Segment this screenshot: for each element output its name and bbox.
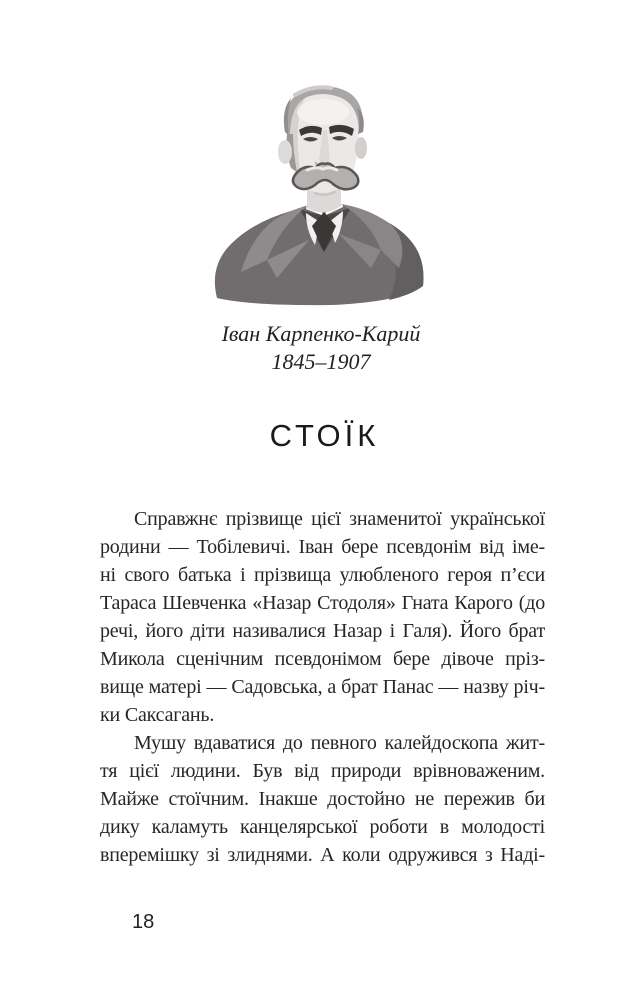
text-line: Майже стоїчним. Інакше достойно не пережив би (100, 788, 545, 810)
text-line: вперемішку зі злиднями. А коли одружився з Наді- (100, 844, 545, 866)
page-number: 18 (132, 911, 155, 933)
portrait-figure (211, 80, 431, 376)
text-line: ки Саксагань. (100, 704, 215, 726)
body-text (100, 505, 545, 869)
text-line: речі, його діти називалися Назар і Галя). Його брат (100, 620, 545, 642)
text-line: дику каламуть канцелярської роботи в молодості (100, 816, 545, 838)
text-line: Микола сценічним псевдонімом бере дівоче пріз- (100, 648, 545, 670)
portrait-caption-name: Іван Карпенко-Карий (221, 321, 421, 346)
text-line: тя цієї людини. Був від природи врівноваженим. (100, 760, 545, 782)
text-line: вище матері — Садовська, а брат Панас — назву річ- (100, 676, 545, 698)
text-line: Мушу вдаватися до певного калейдоскопа жит- (134, 732, 545, 754)
text-line: Справжнє прізвище цієї знаменитої української (134, 508, 545, 530)
paragraph (100, 505, 545, 729)
text-line: ні свого батька і прізвища улюбленого героя п’єси (100, 564, 545, 586)
portrait-illustration (211, 80, 431, 310)
text-line: родини — Тобілевичі. Іван бере псевдонім від іме- (100, 536, 545, 558)
paragraph (100, 729, 545, 869)
portrait-caption-years: 1845–1907 (271, 349, 371, 374)
text-line: Тараса Шевченка «Назар Стодоля» Гната Карого (до (100, 592, 545, 614)
chapter-title: СТОЇК (269, 418, 380, 453)
portrait-caption (211, 320, 431, 376)
